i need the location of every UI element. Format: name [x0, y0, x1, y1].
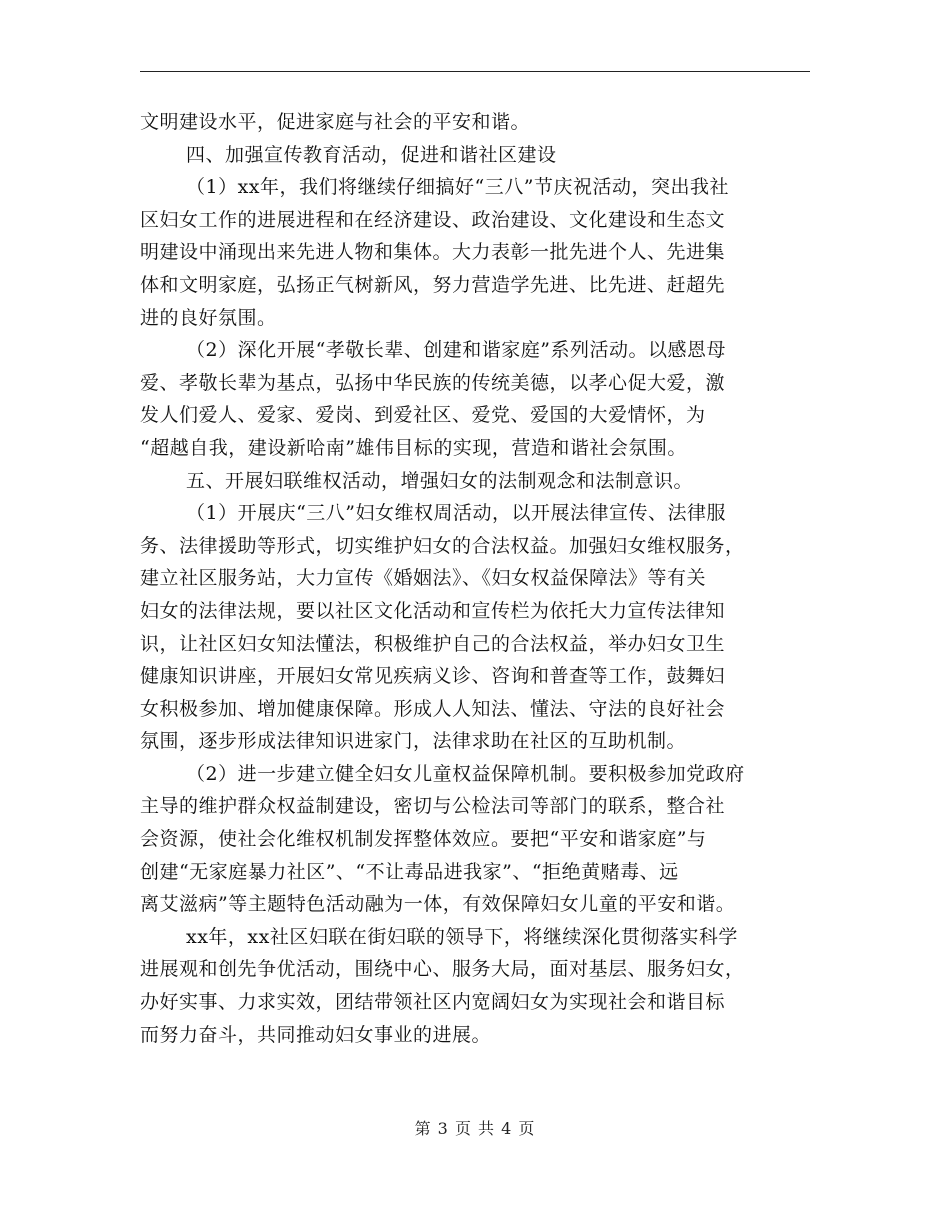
document-body — [140, 106, 810, 1051]
text-line: 健康知识讲座，开展妇女常见疾病义诊、咨询和普查等工作，鼓舞妇 — [140, 665, 726, 688]
text-line: （2）深化开展“孝敬长辈、创建和谐家庭”系列活动。以感恩母 — [186, 339, 727, 362]
text-line: 进展观和创先争优活动，围绕中心、服务大局，面对基层、服务妇女， — [140, 958, 745, 981]
text-line: 会资源，使社会化维权机制发挥整体效应。要把“平安和谐家庭”与 — [140, 828, 707, 851]
text-line: 体和文明家庭，弘扬正气树新风，努力营造学先进、比先进、赶超先 — [140, 273, 726, 296]
header-rule — [140, 71, 810, 72]
text-line: 女积极参加、增加健康保障。形成人人知法、懂法、守法的良好社会 — [140, 697, 726, 720]
text-line: 建立社区服务站，大力宣传《婚姻法》、《妇女权益保障法》等有关 — [140, 567, 707, 590]
text-line: 文明建设水平，促进家庭与社会的平安和谐。 — [140, 111, 531, 133]
text-line: 四、加强宣传教育活动，促进和谐社区建设 — [186, 143, 557, 166]
text-line: 五、开展妇联维权活动，增强妇女的法制观念和法制意识。 — [186, 469, 694, 492]
text-line: 务、法律援助等形式，切实维护妇女的合法权益。加强妇女维权服务， — [140, 534, 745, 557]
text-line: 氛围，逐步形成法律知识进家门，法律求助在社区的互助机制。 — [140, 730, 687, 753]
text-line: 创建“无家庭暴力社区”、“不让毒品进我家”、“拒绝黄赌毒、远 — [140, 860, 679, 883]
text-line: （2）进一步建立健全妇女儿童权益保障机制。要积极参加党政府 — [186, 762, 745, 785]
text-line: 离艾滋病”等主题特色活动融为一体，有效保障妇女儿童的平安和谐。 — [140, 893, 736, 916]
text-line: 而努力奋斗，共同推动妇女事业的进展。 — [140, 1023, 492, 1046]
text-line: xx年，xx社区妇联在街妇联的领导下，将继续深化贯彻落实科学 — [186, 925, 738, 948]
page-footer: 第 3 页 共 4 页 — [414, 1119, 536, 1138]
text-line: （1）开展庆“三八”妇女维权周活动，以开展法律宣传、法律服 — [186, 502, 727, 525]
text-line: 明建设中涌现出来先进人物和集体。大力表彰一批先进个人、先进集 — [140, 241, 726, 264]
text-line: 办好实事、力求实效，团结带领社区内宽阔妇女为实现社会和谐目标 — [140, 991, 726, 1014]
text-line: （1）xx年，我们将继续仔细搞好“三八”节庆祝活动，突出我社 — [186, 176, 729, 199]
text-line: 识，让社区妇女知法懂法，积极维护自己的合法权益，举办妇女卫生 — [140, 632, 726, 655]
text-line: 主导的维护群众权益制建设，密切与公检法司等部门的联系，整合社 — [140, 795, 726, 818]
text-line: “超越自我，建设新哈南”雄伟目标的实现，营造和谐社会氛围。 — [140, 436, 687, 459]
text-line: 区妇女工作的进展进程和在经济建设、政治建设、文化建设和生态文 — [140, 208, 726, 231]
text-line: 爱、孝敬长辈为基点，弘扬中华民族的传统美德，以孝心促大爱，激 — [140, 371, 726, 394]
text-line: 发人们爱人、爱家、爱岗、到爱社区、爱党、爱国的大爱情怀，为 — [140, 404, 706, 427]
text-line: 妇女的法律法规，要以社区文化活动和宣传栏为依托大力宣传法律知 — [140, 599, 726, 622]
text-line: 进的良好氛围。 — [140, 306, 277, 329]
